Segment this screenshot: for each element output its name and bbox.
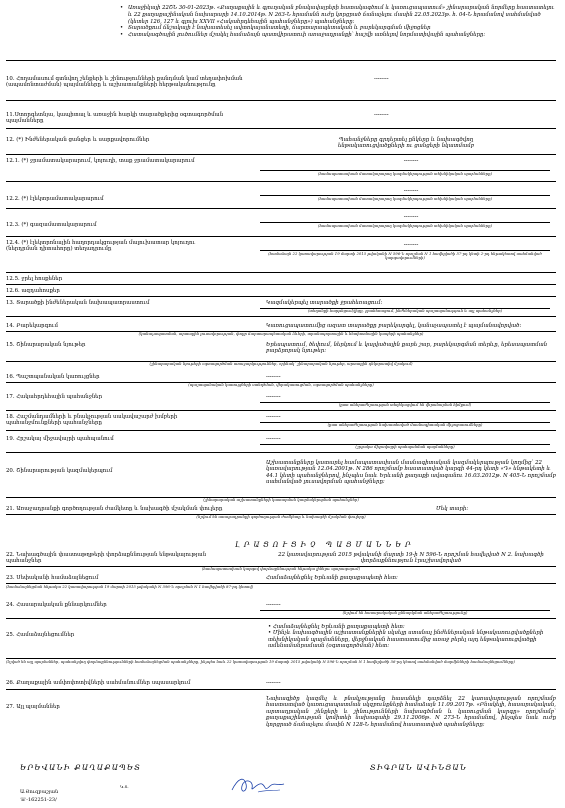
field-note: (պաշտպանական կառույցների ստեղծման, վերակառուցման, օգտագործման պահանջները) <box>188 382 374 387</box>
divider <box>6 452 556 453</box>
row-value: Համաձայնեցնել Երևանի քաղաքապետի հետ: <box>266 575 398 581</box>
divider <box>6 410 556 411</box>
row-value: Մեկ տարի: <box>436 506 469 512</box>
field-note: (համապատասխան մատակարարող կազմակերպության տեխնիկական պայմանները) <box>317 196 493 201</box>
row-label: 12.5. ջրել հոսքեներ <box>6 276 63 282</box>
field-note: (համաձայնեցման ենթակա 22 կառավարության 19 մարտի 2015 թվականի N 596-Ն որոշման N 1 հավելվածի 87-րդ կետով) <box>6 584 254 589</box>
row-label: 12.2. (*) էլեկտրամատակարարում <box>6 196 104 202</box>
field-note: (շրջակա միջավայրի պահպանման պայմանները) <box>355 444 455 449</box>
row-label: 27. Այլ պայմաններ <box>6 704 60 710</box>
row-label: 23. Սեփականի համաձայնեցում <box>6 575 99 581</box>
field-note: (նշվում են առաջադրանքի գործողության ժամկետը և նախագծի մշակման փուլերը) <box>196 514 366 519</box>
row-label: 18. Հաշմանդամների և բնակչության սակավաշարժ խմբերի պահանջմունքների պահանջները <box>6 414 178 427</box>
row-value: Պահանջները գրդերտել ընկերը և նախագծվող ենթակառուցվածքների ու ցանցերի նկատմամբ <box>337 137 475 150</box>
divider <box>6 430 556 431</box>
bullet-item: • Համաձայնեցնել Երևանի քաղաքապետի հետ: <box>268 624 405 630</box>
row-value: -------- <box>266 602 281 608</box>
field-note: (համապատասխան մատակարարող կազմակերպության տեխնիկական պայմանները) <box>317 223 493 228</box>
row-value: -------- <box>266 394 281 400</box>
row-value: -------- <box>266 680 281 686</box>
field-note: (շինարարական նյութերի օգտագործման առաջարկություններ, օրինակ՝ շինարարական նյութեր, արտաքին դեկորատիվ մշակում) <box>149 361 413 366</box>
row-value: -------- <box>403 214 419 220</box>
row-value: -------- <box>403 242 419 248</box>
row-label: 12.4. (*) էլեկտրոնային հաղորդակցության մալուխատար կոյուղու (ներդրման դիտահորը) տեղադրումը <box>6 240 196 253</box>
row-label: 25. Համաձայնեցումներ <box>6 632 75 638</box>
divider <box>6 296 556 297</box>
signature-image <box>228 772 288 798</box>
row-label: 17. Հակահրդեհային պահանջներ <box>6 394 103 400</box>
field-note: (շինարարական աշխատանքների կատարման կազմակերպման պահանջներ) <box>203 497 359 502</box>
intro-item: • Տարածքում ճնշակայի է նախատեսել ավտոկայանատեղի, ճարտարապետական և բարեկարգման միջոցներ <box>120 25 431 32</box>
row-label: 12.3. (*) գազամատակարարում <box>6 222 97 228</box>
field-note: (համապատասխան մատակարարող կազմակերպության տեխնիկական պայմանները) <box>317 171 493 176</box>
executor-phone: ☏-162251-23/ <box>20 797 57 803</box>
mayor-title: ԵՐԵՎԱՆԻ ՔԱՂԱՔԱՊԵՏ <box>20 763 141 772</box>
divider <box>6 181 556 182</box>
executor-name: Ա.Յուզբաշյան <box>20 789 59 795</box>
additional-conditions-title: ԼՐԱՑՈՒՑԻՉ ՊԱՅՄԱՆՆԵՐ <box>235 540 415 549</box>
row-value: -------- <box>266 374 281 380</box>
divider <box>6 100 556 101</box>
row-label: 12.6. ազդահոսքեր <box>6 288 60 294</box>
row-25-bullets <box>268 624 558 650</box>
divider <box>6 618 556 619</box>
row-value: -------- <box>403 188 419 194</box>
field-note: (համապատասխան կարգով փորձաքննության ենթակա լինելու պարագայում) <box>201 566 361 571</box>
row-value: -------- <box>403 158 419 164</box>
row-value: Կազմակերպել տարածքի ջրահեռացում: <box>266 300 383 306</box>
row-value: Կառուցապատումից ազատ տարածքը բարեկարգել, կանաչապատել է պայմանավորված: <box>266 323 522 329</box>
row-value: -------- <box>266 414 281 420</box>
field-note: (համաձայն 22 կառավարության 19 մարտի 2015 թվականի N 596-Ն որոշման N 1 հավելվածի 57-րդ կետի 2-րդ ենթակետով սահմանված կարգավորումների) <box>268 251 542 261</box>
row-label: 16. Պաշտպանական կառույցներ <box>6 374 100 380</box>
row-value: -------- <box>266 436 281 442</box>
intro-item: • Առաջիկայի 22ՇՆ 30-01-2023թ. «Քաղաքային և գյուղական բնակավայրերի հատակագծում և կառուցապատում» շինարարական նորմերը հաստատելու և 22 քաղաքաշինական նախարարի 14.10.2014թ. N 263-Ն հրամանն ուժը կորցրած ճանաչելու մասին 22.05.2023թ. հ. 04-Ն հրամանով սահմանված (կետեր 126, 127 և գլուխ XXVII «Հակահրդեհային պահանջները») պահանջները: <box>120 5 555 25</box>
row-label: 10. Հողամասում գտնվող շենքերի և շինությունների քանդման կամ տեղափոխման (ապամոնտաժման) պայմանները և աշխատանքների հերթականությունը <box>6 76 243 89</box>
intro-item: • Հատակագծային լուծումներ մշակել համաձայն պատվիրատուի առաջադրանքի՝ հաշվի առնելով նորմատիվային պահանջները: <box>120 32 486 39</box>
row-label: 14. Բարեկարգում <box>6 323 58 329</box>
row-label: 15. Շինարարական նյութեր <box>6 342 86 348</box>
row-value: -------- <box>374 76 389 82</box>
bullet-item: • Մինչև նախագծային աշխատանքներին սկսելը ստանալ ինժեներական ենթակառուցվածքների տեխնիկական պայմանները, վերջնական հաստատումից առաջ բերել այդ ենթակառուցվածքի ամենամանրամասն (օգտագործման) հետ: <box>268 630 544 650</box>
row-value: Աշխատանքները կատարել համապատասխան մասնագիտական կազմակերպության կողմից՝ 22 կառավարության 12.04.2001թ. N 286 որոշմամբ հաստատված կարգի 44-րդ կետի «Դ» ենթակետի և 44.1 կետի պահանջներով, ինչպես նաև Երևանի քաղաքի ավագանու 16.03.2012թ. N 405-Ն որոշմամբ սահմանված լուսավորման պահանջները: <box>266 460 556 486</box>
divider <box>6 689 556 690</box>
row-label: 13. Տարածքի ինժեներական նախապատրաստում <box>6 300 150 306</box>
row-label: 22. Նախագծային փաստաթղթերի փորձաքննության ենթակայության պահանջներ <box>6 552 207 565</box>
row-label: 21. Առաջադրանքի գործողության ժամկետը և նախագծի մշակման փուլերը <box>6 506 223 512</box>
field-note: (նշվում են հասարակական քննարկման անհրաժեշտությունը) <box>342 610 468 615</box>
row-value: Երեսպատում, ծեփում, ներկում և կալվածային քարե շար, բարեկարգման տերևը, երեսապատման բարձրորակ նյութեր: <box>266 342 548 355</box>
divider <box>6 284 556 285</box>
row-label: 11.Ստորգետնյա, կապիտալ և առաջին հարկի տարածքերից օգտագործման պայմանները <box>6 112 224 125</box>
divider <box>6 208 556 209</box>
mayor-name: ՏԻԳՐԱՆ ԱՎԻՆՅԱՆ <box>370 763 467 772</box>
field-note: (նշված են այլ պայմաններ, պահանջվող փորձաքննությունների համաձայնեցման պահանջները, ինչպես նաև 22 կառավարության 19 մարտի 2015 թվականի N 596-Ն որոշման N 1 հավելվածի 56-րդ կետով սահմանված մարմինների համաձայնեցումները) <box>6 659 515 664</box>
stamp-mark: Կ.Տ. <box>120 784 129 789</box>
divider <box>6 128 556 129</box>
row-value: Նախագիծը կազմել և բնակչությանը հասանելի դարձնել 22 կառավարության որոշմամբ հաստատված կառուցապատման սկզբունքների համաձայն 11.09.2017թ. «Բնակելի, հասարակական, արտադրական շենքերի և շինությունների նախագծման և կառուցման կարգը» որոշմամբ՝ քաղաքաշինության կոմիտեի նախագահի 29.11.2006թ. N 273-Ն հրամանով, ինչպես նաև ուժը կորցրած ճանաչելու մասին N 128-Ն հրամանով հաստատված պահանջները: <box>266 696 556 728</box>
field-note: (ըստ անհրաժեշտության տեղեկացվում են վերանայման հիմքում) <box>338 402 472 407</box>
row-label: 24. Հասարակական քննարկումներ <box>6 602 107 608</box>
divider <box>6 154 556 155</box>
row-label: 12. (*) Ինժեներական ցանցեր և սարքավորումներ <box>6 137 150 143</box>
row-value: 22 կառավարության 2015 թվականի մարտի 19-ի N 596-Ն որոշման հավելված N 2. նախագծի փորձաքննություն էրաշխավորված <box>278 552 544 565</box>
field-note: (կանաչապատման, արտաքին լուսավորության, փոքր ճարտարապետական ձևերի, տրանսպորտային և հետիոտնային կապերի պահանջներ) <box>138 331 424 336</box>
row-value: -------- <box>374 112 389 118</box>
row-label: 26. Քաղաքային ամփոփոտիվների սահմանումներ սպասարկում <box>6 680 191 686</box>
divider <box>6 236 556 237</box>
field-note: (տեղանքի հարթեցում/լիցք, ջրահեռացում, ինժեներական պաշտպանություն և այլ պահանջներ) <box>307 308 503 313</box>
divider <box>6 316 556 317</box>
row-label: 12.1. (*) ջրամատակարարում, կոյուղի, տաք ջրամատակարարում <box>6 158 195 164</box>
intro-bullets <box>120 5 560 39</box>
field-note: (ըստ անհրաժեշտության նախատեսված մասնագիտական միջոցառումները) <box>327 422 483 427</box>
row-label: 20. Շինարարության կազմակերպում <box>6 468 113 474</box>
row-label: 19. Հրշակայ միջավայրի պահպանում <box>6 436 114 442</box>
divider <box>6 272 556 273</box>
divider <box>6 60 556 61</box>
